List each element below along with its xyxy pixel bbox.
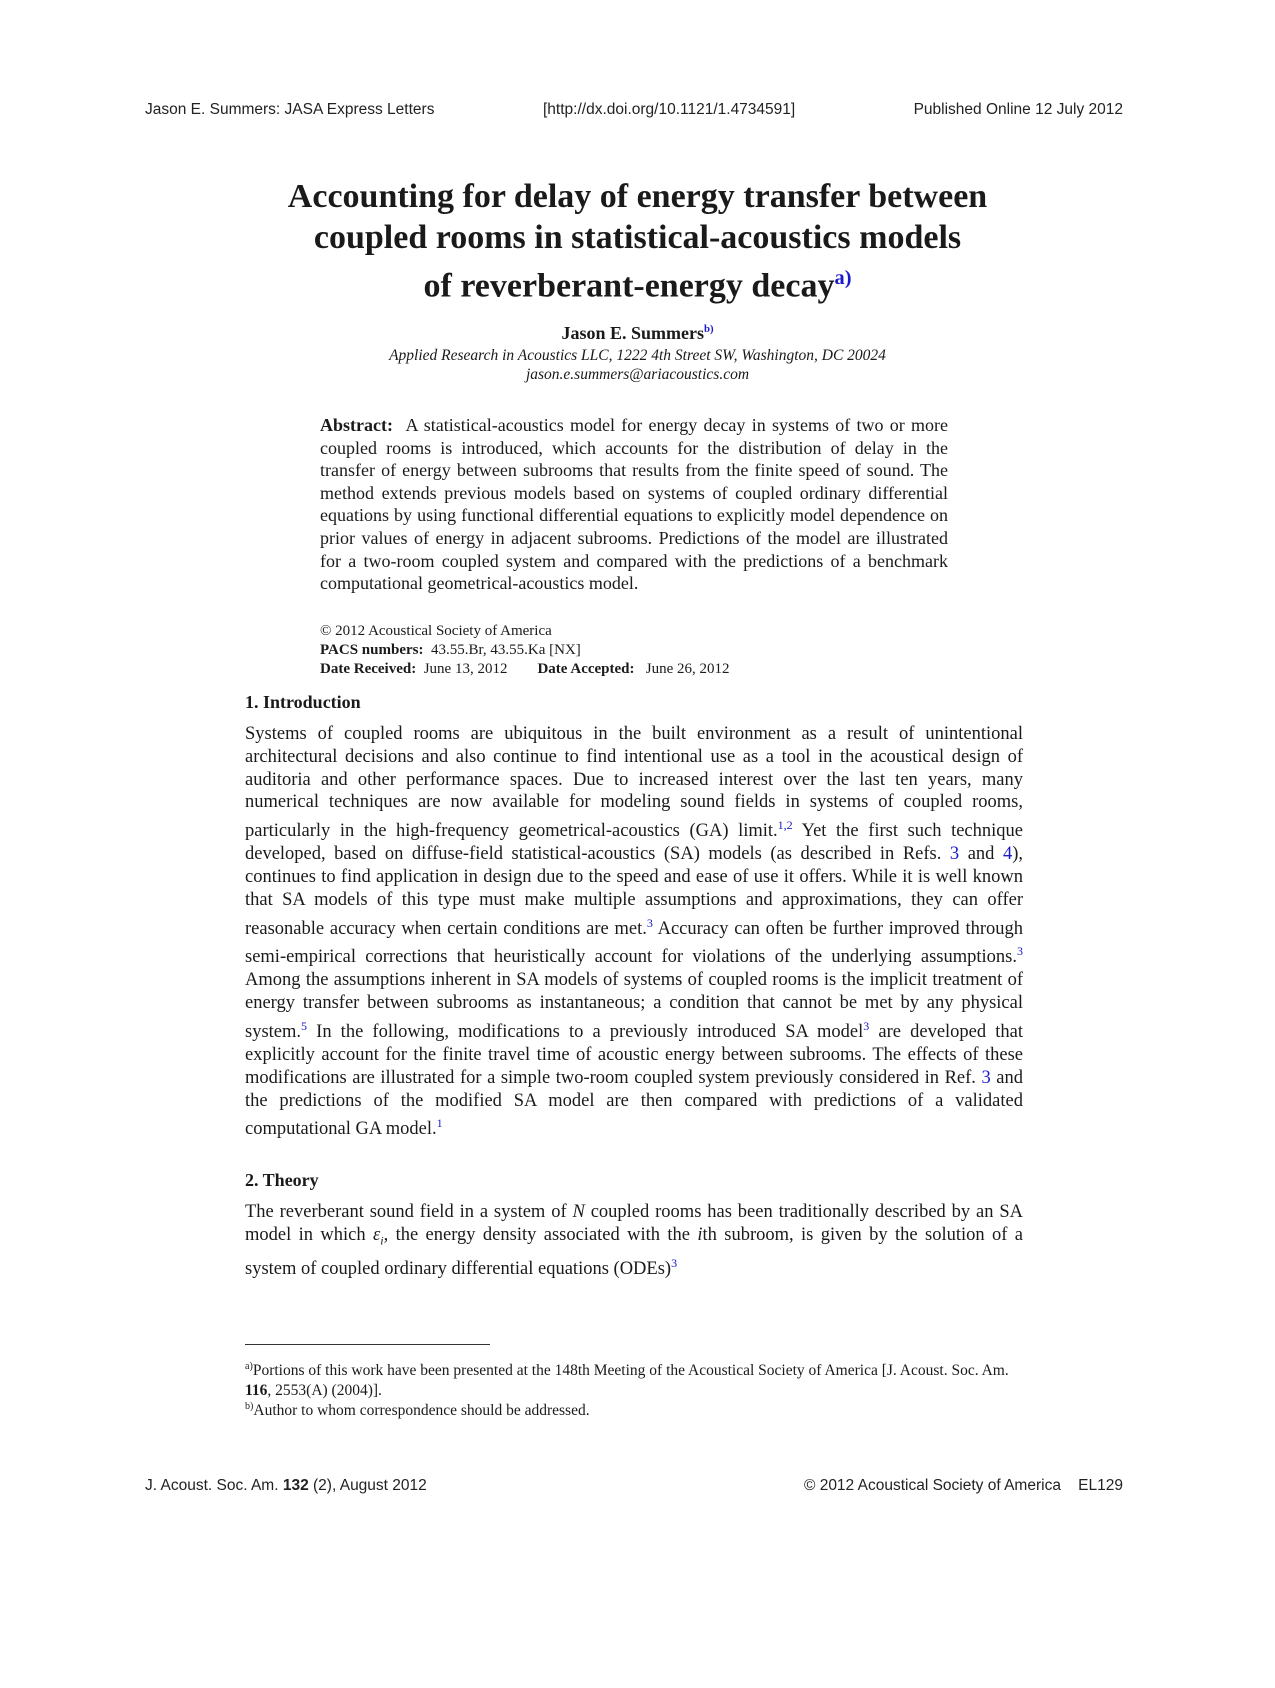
math-symbol-n: N <box>572 1202 585 1222</box>
title-footnote-link[interactable]: a) <box>834 267 852 289</box>
abstract-label: Abstract: <box>320 415 393 435</box>
running-header-author: Jason E. Summers: JASA Express Letters <box>145 101 435 118</box>
intro-text-1: Systems of coupled rooms are ubiquitous in the built environment as a result of unintentional architectural decisions and also continue to find intentional use as a tool in the acoustical design of auditoria and other performance spaces. Due to increased interest over the last ten years, many numerical techniques are now available for modeling sound fields in systems of coupled rooms, particularly in the high-frequency geometrical-acoustics (GA) limit. <box>245 724 1023 842</box>
copyright-line: © 2012 Acoustical Society of America <box>320 623 552 639</box>
theory-text-1: The reverberant sound field in a system of <box>245 1202 573 1222</box>
theory-text-3: , the energy density associated with the <box>383 1224 698 1245</box>
citation-link[interactable]: 1,2 <box>777 818 793 833</box>
math-symbol-i: i <box>697 1224 703 1245</box>
paper-title <box>200 176 1075 306</box>
math-symbol-epsilon: ε <box>372 1224 381 1245</box>
footer-issue: (2), August 2012 <box>308 1477 427 1494</box>
citation-link[interactable]: 5 <box>301 1019 308 1034</box>
math-subscript-i: i <box>380 1233 384 1248</box>
footnote-b-mark: b) <box>245 1401 254 1412</box>
intro-text-8: are developed that explicitly account for the finite travel time of acoustic energy between subrooms. The effects of these modifications are illustrated for a simple two-room coupled system previously considered in Ref. <box>245 1022 1023 1088</box>
ref-link[interactable]: 4 <box>1002 844 1013 865</box>
section-heading-theory: 2. Theory <box>245 1170 319 1190</box>
footnote-a-text-end: , 2553(A) (2004)]. <box>267 1381 382 1399</box>
citation-link[interactable]: 3 <box>646 915 653 930</box>
author-footnote-link[interactable]: b) <box>703 323 714 335</box>
intro-text-2: Yet the first such technique developed, based on diffuse-field statistical-acoustics (SA) models (as described in Refs. <box>245 821 1023 865</box>
intro-text-4: ), continues to find application in design due to the speed and ease of use it offers. While it is well known that SA models of this type must make multiple assumptions and approximations, they can offer reasonable accuracy when certain conditions are met. <box>245 844 1023 939</box>
publication-date: Published Online 12 July 2012 <box>913 101 1123 118</box>
footnote-b <box>245 1397 1023 1421</box>
intro-text-6: Among the assumptions inherent in SA models of systems of coupled rooms is the implicit treatment of energy transfer between subrooms as instantaneous; a condition that cannot be met by any physical system. <box>245 970 1023 1043</box>
introduction-paragraph <box>245 723 1023 1141</box>
page-number: EL129 <box>1078 1477 1123 1494</box>
ref-link[interactable]: 3 <box>949 844 960 865</box>
doi-link[interactable]: [http://dx.doi.org/10.1121/1.4734591] <box>543 101 796 118</box>
author-name: Jason E. Summers <box>561 323 704 343</box>
title-line-3: of reverberant-energy decay <box>423 267 835 305</box>
title-line-2: coupled rooms in statistical-acoustics models <box>313 219 962 256</box>
footer-journal: J. Acoust. Soc. Am. <box>145 1477 283 1494</box>
footer-right <box>804 1477 1123 1495</box>
ref-link[interactable]: 3 <box>981 1067 991 1088</box>
theory-paragraph <box>245 1201 1023 1281</box>
footnote-a-volume: 116 <box>245 1381 268 1399</box>
citation-link[interactable]: 3 <box>1016 944 1023 959</box>
received-label: Date Received: <box>320 661 417 677</box>
title-line-1: Accounting for delay of energy transfer between <box>287 178 988 215</box>
pacs-value: 43.55.Br, 43.55.Ka [NX] <box>430 642 581 658</box>
intro-text-3: and <box>959 844 1003 865</box>
footer-copyright: © 2012 Acoustical Society of America <box>803 1477 1061 1494</box>
citation-link[interactable]: 3 <box>671 1256 678 1271</box>
affiliation-block <box>200 346 1075 384</box>
accepted-value: June 26, 2012 <box>645 661 730 677</box>
footnote-a-mark: a) <box>245 1361 253 1372</box>
author-block <box>200 323 1075 344</box>
journal-citation <box>145 1477 427 1495</box>
abstract-text: A statistical-acoustics model for energy decay in systems of two or more coupled rooms is introduced, which accounts for the distribution of delay in the transfer of energy between subrooms that results from the finite speed of sound. The method extends previous models based on systems of coupled ordinary differential equations by using functional differential equations to explicitly model dependence on prior values of energy in adjacent subrooms. Predictions of the model are illustrated for a two-room coupled system and compared with the predictions of a benchmark computational geometrical-acoustics model. <box>320 415 949 594</box>
author-affiliation: Applied Research in Acoustics LLC, 1222 4th Street SW, Washington, DC 20024 <box>389 347 886 364</box>
citation-link[interactable]: 3 <box>863 1019 870 1034</box>
intro-text-5: Accuracy can often be further improved through semi-empirical corrections that heuristically account for violations of the underlying assumptions. <box>245 918 1023 968</box>
accepted-label: Date Accepted: <box>537 661 635 677</box>
footnote-a-text: Portions of this work have been presented at the 148th Meeting of the Acoustical Society of America [J. Acoust. Soc. Am. <box>252 1362 1009 1380</box>
footnote-b-text: Author to whom correspondence should be addressed. <box>253 1402 590 1420</box>
theory-text-4: th subroom, is given by the solution of a system of coupled ordinary differential equations (ODEs) <box>245 1224 1023 1280</box>
footnote-separator <box>245 1344 490 1345</box>
received-value: June 13, 2012 <box>423 661 508 677</box>
section-heading-introduction: 1. Introduction <box>245 692 361 712</box>
footnote-a <box>245 1357 1023 1400</box>
abstract <box>320 414 948 595</box>
intro-text-7: In the following, modifications to a previously introduced SA model <box>307 1022 864 1043</box>
footer-volume: 132 <box>282 1477 309 1494</box>
article-metadata <box>320 622 730 679</box>
pacs-label: PACS numbers: <box>320 642 424 658</box>
citation-link[interactable]: 1 <box>436 1116 443 1131</box>
intro-text-9: and the predictions of the modified SA model are then compared with predictions of a validated computational GA model. <box>245 1067 1023 1140</box>
author-email[interactable]: jason.e.summers@ariacoustics.com <box>525 366 750 383</box>
theory-text-2: coupled rooms has been traditionally described by an SA model in which <box>245 1202 1024 1245</box>
